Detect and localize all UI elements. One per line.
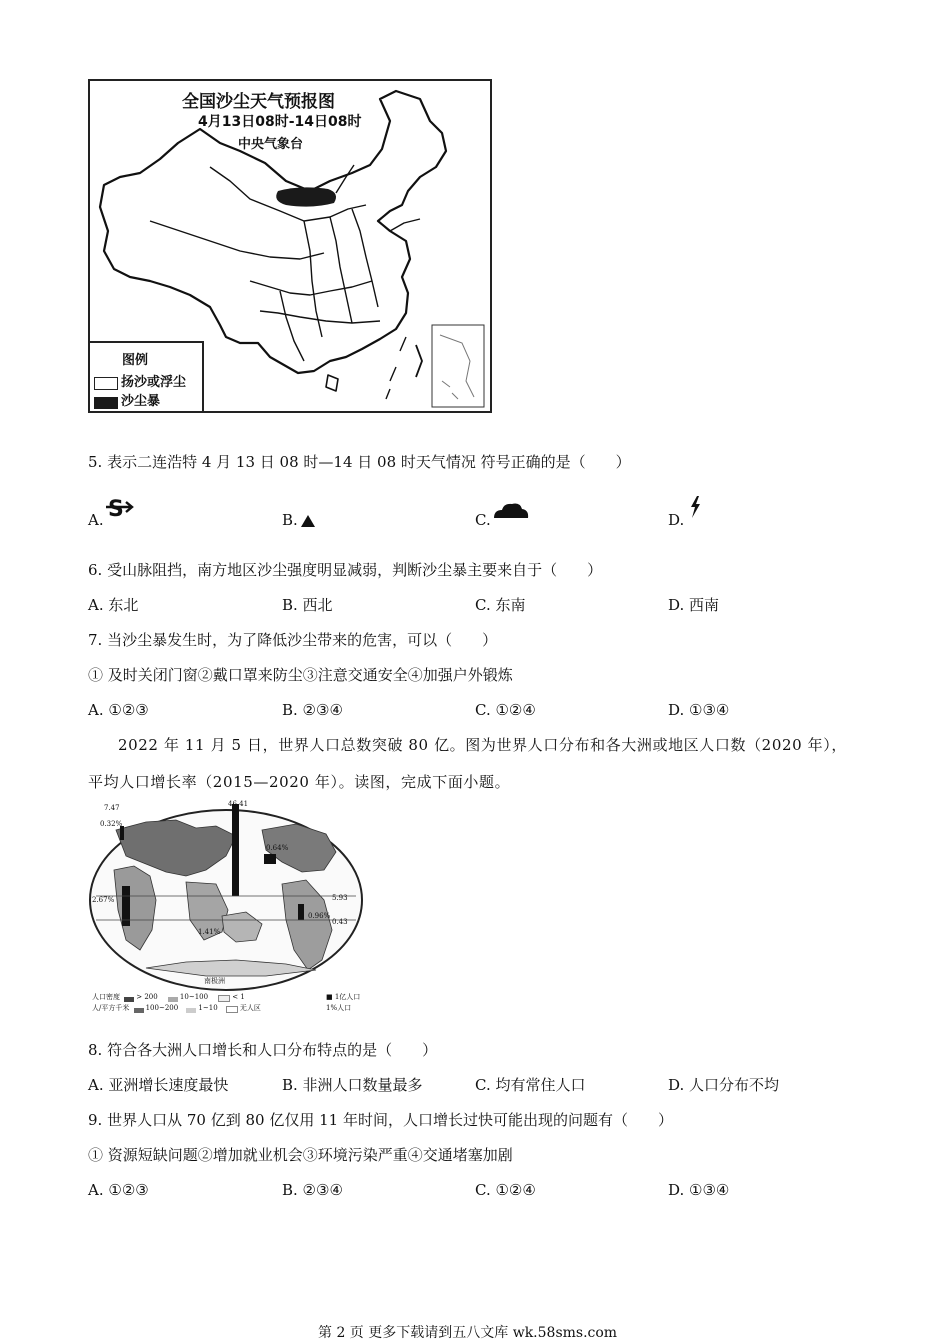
lightning-symbol-icon	[688, 495, 702, 519]
q5-option-c[interactable]	[475, 510, 491, 530]
q5-option-c-letter: C.	[475, 511, 491, 529]
q5-option-d-letter: D.	[668, 511, 685, 529]
q5-option-a-letter: A.	[88, 511, 104, 529]
china-dust-forecast-map	[88, 79, 492, 413]
question-7-stem: 7. 当沙尘暴发生时，为了降低沙尘带来的危害，可以（ ）	[88, 631, 498, 649]
legend-density-4: 100~200	[145, 1004, 179, 1012]
q9-option-d[interactable]: D. ①③④	[668, 1181, 730, 1199]
q7-option-d[interactable]: D. ①③④	[668, 701, 730, 719]
q8-option-d[interactable]: D. 人口分布不均	[668, 1076, 780, 1094]
triangle-symbol-icon	[300, 514, 316, 528]
legend-swatch-white	[94, 377, 118, 390]
passage-line-1: 2022 年 11 月 5 日，世界人口总数突破 80 亿。图为世界人口分布和各大洲或地区人口数（2020 年），	[118, 736, 847, 754]
legend-rate-note: 1%人口	[326, 1004, 352, 1012]
legend-item-dust	[94, 371, 186, 390]
legend-item-sandstorm	[94, 390, 160, 409]
map2-legend	[92, 990, 364, 1016]
page-footer: 第 2 页 更多下载请到五八文库 wk.58sms.com	[318, 1325, 618, 1341]
map1-title: 全国沙尘天气预报图	[182, 92, 335, 112]
q7-option-a[interactable]: A. ①②③	[88, 701, 149, 719]
sandstorm-area	[276, 187, 336, 206]
swatch-light	[218, 995, 230, 1002]
svg-text:S: S	[108, 497, 124, 522]
label-antarctica: 南极洲	[204, 977, 225, 985]
legend-label-sandstorm: 沙尘暴	[121, 394, 161, 409]
label-value-5: 5.93	[332, 894, 348, 902]
question-6-stem: 6. 受山脉阻挡，南方地区沙尘强度明显减弱，判断沙尘暴主要来自于（ ）	[88, 561, 603, 579]
legend-swatch-black	[94, 397, 118, 409]
label-rate-5: 1.41%	[198, 928, 221, 936]
legend-density-3: < 1	[232, 993, 245, 1001]
map1-legend	[90, 341, 204, 411]
label-rate-3: 2.67%	[92, 896, 115, 904]
label-europe-value: 7.47	[104, 804, 120, 812]
question-7-items: ① 及时关闭门窗②戴口罩来防尘③注意交通安全④加强户外锻炼	[88, 666, 513, 684]
question-5-stem: 5. 表示二连浩特 4 月 13 日 08 时—14 日 08 时天气情况 符号正确的是（ ）	[88, 453, 631, 471]
legend-density-5: 1~10	[198, 1004, 218, 1012]
q5-option-d[interactable]	[668, 510, 684, 530]
q8-option-b[interactable]: B. 非洲人口数量最多	[282, 1076, 423, 1094]
q7-option-b[interactable]: B. ②③④	[282, 701, 343, 719]
legend-density-2: 10~100	[179, 993, 209, 1001]
q7-option-c[interactable]: C. ①②④	[475, 701, 536, 719]
map1-agency: 中央气象台	[238, 137, 304, 152]
q6-option-d[interactable]: D. 西南	[668, 596, 720, 614]
world-population-map	[86, 800, 366, 1018]
q6-option-c[interactable]: C. 东南	[475, 596, 526, 614]
label-rate-1: 0.32%	[100, 820, 123, 828]
swatch-empty	[226, 1006, 238, 1013]
q9-option-b[interactable]: B. ②③④	[282, 1181, 343, 1199]
legend-density-1: > 200	[136, 993, 158, 1001]
legend-label-dust: 扬沙或浮尘	[121, 375, 187, 390]
legend-title: 图例	[122, 353, 149, 368]
map1-time: 4月13日08时-14日08时	[198, 114, 362, 130]
label-oceania: 0.43	[332, 918, 348, 926]
question-8-stem: 8. 符合各大洲人口增长和人口分布特点的是（ ）	[88, 1041, 438, 1059]
swatch-dark	[124, 997, 134, 1002]
legend-density-label: 人口密度	[92, 993, 120, 1001]
question-9-items: ① 资源短缺问题②增加就业机会③环境污染严重④交通堵塞加剧	[88, 1146, 513, 1164]
q9-option-a[interactable]: A. ①②③	[88, 1181, 149, 1199]
label-rate-2: 0.64%	[266, 844, 289, 852]
swatch-mid	[168, 997, 178, 1002]
q9-option-c[interactable]: C. ①②④	[475, 1181, 536, 1199]
sandstorm-symbol-icon	[104, 496, 136, 522]
world-map-graphic	[86, 800, 366, 1018]
q6-option-a[interactable]: A. 东北	[88, 596, 139, 614]
legend-bar-note: ■ 1亿人口	[326, 993, 361, 1001]
swatch-dark2	[134, 1008, 144, 1013]
cloud-symbol-icon	[492, 500, 530, 520]
legend-unit-label: 人/平方千米	[92, 1004, 130, 1012]
label-top-value: 46.41	[228, 800, 249, 808]
q6-option-b[interactable]: B. 西北	[282, 596, 333, 614]
q5-option-b[interactable]	[282, 510, 298, 530]
swatch-mid2	[186, 1008, 196, 1013]
q5-option-a[interactable]	[88, 510, 104, 530]
question-9-stem: 9. 世界人口从 70 亿到 80 亿仅用 11 年时间，人口增长过快可能出现的问题有（ ）	[88, 1111, 673, 1129]
label-rate-4: 0.96%	[308, 912, 331, 920]
q8-option-c[interactable]: C. 均有常住人口	[475, 1076, 586, 1094]
q5-option-b-letter: B.	[282, 511, 298, 529]
q8-option-a[interactable]: A. 亚洲增长速度最快	[88, 1076, 229, 1094]
passage-line-2: 平均人口增长率（2015—2020 年）。读图，完成下面小题。	[88, 773, 511, 791]
legend-density-6: 无人区	[239, 1004, 261, 1012]
